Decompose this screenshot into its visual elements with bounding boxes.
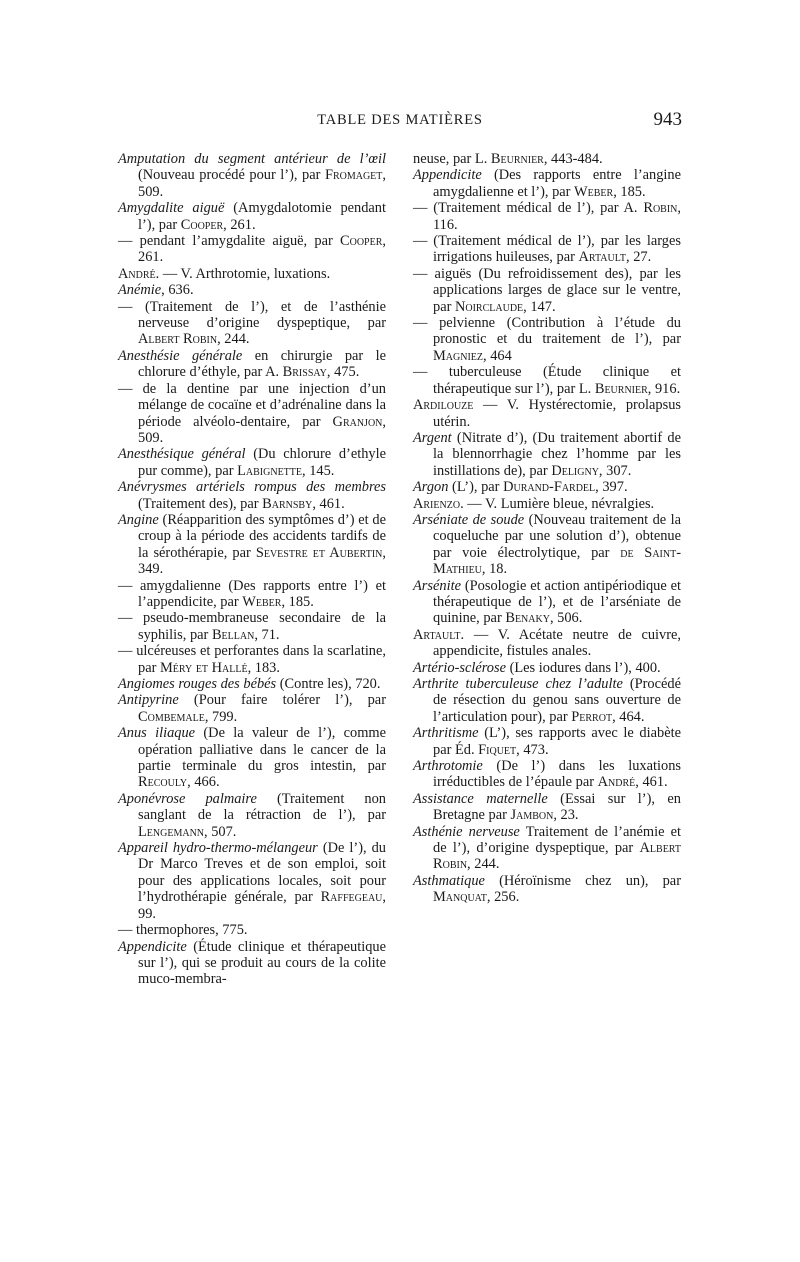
entry-text: (Posologie et action antipériodique et thérapeutique de l’), et de l’arséniate de quinine, par	[433, 577, 681, 627]
index-entry	[413, 578, 681, 627]
entry-text: (Nouveau traitement de la coqueluche par une solution d’), obtenue par voie électrolytique, par	[433, 511, 681, 561]
entry-reference: , 261.	[138, 233, 386, 266]
entry-author: Recouly	[138, 774, 188, 791]
entry-heading: Anesthésie générale	[118, 347, 243, 364]
index-entry	[118, 282, 386, 298]
entry-author: Perrot	[571, 708, 613, 725]
index-entry	[413, 364, 681, 397]
entry-author: Artault	[578, 249, 626, 266]
entry-reference: . — V. Lumière bleue, névralgies.	[460, 495, 655, 512]
entry-text: Traitement de l’anémie et de l’), d’origine dyspeptique, par	[433, 823, 681, 857]
entry-text: — pseudo-membraneuse secondaire de la syphilis, par	[118, 610, 386, 643]
entry-author: Bellan	[211, 626, 255, 643]
index-entry	[413, 200, 681, 233]
entry-text: (Traitement non sanglant de la rétraction de l’), par	[138, 790, 386, 824]
entry-text: (Nouveau procédé pour l’), par	[138, 167, 325, 184]
entry-reference: , 916.	[647, 380, 681, 397]
entry-heading: Appendicite	[118, 938, 187, 955]
entry-reference: , 23.	[553, 807, 579, 824]
entry-reference: , 507.	[204, 823, 237, 840]
entry-text: (Réapparition des symptômes d’) et de croup à la période des accidents tardifs de la sérothérapie, par	[138, 511, 386, 561]
index-entry	[118, 791, 386, 840]
entry-author: Albert Robin	[138, 331, 218, 348]
entry-text: — pelvienne (Contribution à l’étude du pronostic et du traitement de l’), par	[413, 315, 681, 348]
index-entry	[413, 791, 681, 824]
index-entry	[413, 397, 681, 430]
entry-reference: . — V. Acétate neutre de cuivre, appendicite, fistules anales.	[433, 626, 681, 660]
entry-heading: Arthritisme	[413, 725, 479, 742]
entry-author: Beurnier	[594, 380, 648, 397]
entry-reference: , 799.	[204, 708, 238, 725]
entry-author: Robin	[643, 200, 678, 217]
index-entry	[118, 512, 386, 578]
entry-heading: Amygdalite aiguë	[118, 200, 225, 217]
running-title: TABLE DES MATIÈRES	[317, 112, 483, 128]
entry-text: (Essai sur l’), en Bretagne par	[433, 790, 681, 824]
entry-author: Cooper	[180, 216, 224, 233]
entry-author: Sevestre et Aubertin	[255, 544, 383, 561]
entry-text: (Nitrate d’), (Du traitement abortif de la blennorrhagie chez l’homme par les instillations de), par	[433, 429, 681, 479]
index-entry	[413, 824, 681, 873]
entry-heading: Arséniate de soude	[413, 511, 525, 528]
entry-author: Manquat	[433, 889, 487, 906]
entry-heading: Argon	[413, 479, 449, 496]
index-entry	[118, 643, 386, 676]
entry-heading: Aponévrose palmaire	[118, 790, 257, 807]
entry-heading: Anesthésique général	[118, 446, 246, 463]
entry-text: — amygdalienne (Des rapports entre l’) et l’appendicite, par	[118, 577, 386, 610]
entry-author: Lengemann	[138, 823, 205, 840]
entry-text: — (Traitement médical de l’), par les larges irrigations huileuses, par	[413, 233, 681, 266]
entry-text: (Traitement des), par	[138, 495, 263, 512]
entry-reference: , 185.	[613, 183, 646, 200]
entry-author: Magniez	[433, 347, 484, 364]
entry-text: , 636.	[161, 282, 194, 299]
entry-reference: , 147.	[523, 298, 556, 315]
entry-reference: , 256.	[486, 889, 520, 906]
index-entry	[118, 692, 386, 725]
entry-reference: , 349.	[138, 544, 386, 578]
entry-author: Weber	[242, 593, 282, 610]
entry-author: Jambon	[510, 807, 554, 824]
entry-author: Raffegeau	[320, 889, 383, 906]
index-entry	[118, 578, 386, 611]
entry-text: (Amygdalotomie pendant l’), par	[138, 200, 386, 233]
entry-text: en chirurgie par le chlorure d’éthyle, par A.	[138, 347, 387, 381]
entry-reference: , 464	[483, 347, 512, 364]
index-entry	[118, 922, 386, 938]
entry-text: — de la dentine par une injection d’un mélange de cocaïne et d’adrénaline dans la période alvéolo-dentaire, par	[118, 380, 386, 430]
index-entry	[118, 151, 386, 200]
entry-heading: Amputation du segment antérieur de l’œil	[118, 151, 386, 167]
page-number: 943	[653, 109, 682, 130]
index-entry	[413, 676, 681, 725]
entry-author: Ardilouze	[413, 397, 474, 414]
entry-text: (De la valeur de l’), comme opération palliative dans le cancer de la partie terminale du gros intestin, par	[138, 725, 386, 775]
index-entry	[413, 167, 681, 200]
entry-text: (De l’) dans les luxations irréductibles de l’épaule par	[433, 758, 681, 791]
entry-heading: Angiomes rouges des bébés	[118, 676, 277, 692]
index-entry	[413, 430, 681, 479]
entry-author: Fiquet	[478, 741, 517, 758]
entry-reference: , 509.	[138, 413, 386, 446]
entry-text: (Les iodures dans l’), 400.	[505, 659, 661, 676]
entry-reference: — V. Hystérectomie, prolapsus utérin.	[433, 397, 681, 430]
entry-text: (Étude clinique et thérapeutique sur l’), qui se produit au cours de la colite muco-membra-	[138, 938, 386, 988]
entry-text: (Héroïnisme chez un), par	[484, 872, 681, 889]
index-entry	[118, 299, 386, 348]
entry-heading: Arthrotomie	[413, 758, 483, 775]
index-entry	[413, 496, 681, 512]
entry-text: — pendant l’amygdalite aiguë, par	[118, 233, 340, 250]
entry-text: (L’), par	[448, 479, 504, 496]
entry-author: Arienzo	[413, 495, 461, 512]
entry-text: (Du chlorure d’ethyle pur comme), par	[138, 446, 386, 479]
entry-heading: Argent	[413, 429, 452, 446]
index-entry	[413, 512, 681, 578]
entry-heading: Appareil hydro-thermo-mélangeur	[118, 840, 318, 857]
entry-reference: , 461.	[635, 774, 668, 791]
index-entry	[118, 381, 386, 447]
entry-reference: , 145.	[302, 462, 335, 479]
index-entry	[118, 725, 386, 791]
entry-author: Durand-Fardel	[503, 479, 596, 496]
entry-reference: , 473.	[516, 741, 549, 758]
entry-author: Combemale	[138, 708, 205, 725]
entry-reference: , 397.	[595, 479, 628, 496]
index-entry	[118, 266, 386, 282]
index-entry	[413, 758, 681, 791]
entry-text: (Procédé de résection du genou sans ouverture de l’articulation pour), par	[433, 676, 681, 725]
entry-author: Granjon	[332, 413, 383, 430]
entry-author: Barnsby	[262, 495, 313, 512]
entry-reference: , 443-484.	[543, 151, 603, 167]
index-entry	[118, 610, 386, 643]
entry-reference: , 18.	[481, 561, 508, 578]
entry-text: — (Traitement de l’), et de l’asthénie nerveuse d’origine dyspeptique, par	[118, 298, 386, 332]
entry-heading: Assistance maternelle	[413, 790, 548, 807]
index-entry	[413, 479, 681, 495]
index-column-right	[413, 151, 681, 906]
entry-author: Méry et Hallé	[159, 659, 248, 676]
entry-heading: Arthrite tuberculeuse chez l’adulte	[413, 676, 623, 692]
index-entry	[118, 939, 386, 988]
entry-text: — thermophores, 775.	[118, 922, 248, 939]
entry-heading: Angine	[118, 511, 159, 528]
entry-heading: Anémie	[118, 282, 162, 299]
index-entry	[118, 676, 386, 692]
index-entry	[118, 200, 386, 233]
entry-reference: , 244.	[217, 331, 250, 348]
index-entry	[413, 151, 681, 167]
entry-heading: Asthénie nerveuse	[413, 823, 520, 840]
entry-reference: , 183.	[247, 659, 280, 676]
entry-heading: Arsénite	[413, 577, 461, 594]
entry-heading: Appendicite	[413, 167, 482, 184]
entry-text: — tuberculeuse (Étude clinique et thérapeutique sur l’), par L.	[413, 364, 681, 397]
index-entry	[118, 479, 386, 512]
entry-text: — ulcéreuses et perforantes dans la scarlatine, par	[118, 643, 386, 676]
entry-reference: , 71.	[254, 626, 280, 643]
entry-author: de Saint-Mathieu	[433, 544, 681, 578]
entry-reference: , 475.	[326, 364, 360, 381]
entry-text: neuse, par L.	[413, 151, 491, 167]
entry-author: Fromaget	[324, 167, 383, 184]
entry-author: Noirclaude	[454, 298, 524, 315]
entry-reference: , 185.	[281, 593, 314, 610]
entry-heading: Anus iliaque	[118, 725, 196, 742]
entry-reference: , 464.	[612, 708, 645, 725]
index-entry	[118, 233, 386, 266]
entry-text: (Contre les), 720.	[276, 676, 381, 692]
entry-heading: Anévrysmes artériels rompus des membres	[118, 479, 386, 496]
entry-heading: Antipyrine	[118, 692, 179, 709]
index-entry	[118, 840, 386, 922]
index-entry	[413, 233, 681, 266]
index-entry	[118, 446, 386, 479]
entry-reference: . — V. Arthrotomie, luxations.	[155, 265, 331, 282]
index-entry	[118, 348, 386, 381]
entry-author: André	[597, 774, 636, 791]
entry-text: (L’), ses rapports avec le diabète par Éd.	[433, 725, 681, 758]
entry-reference: , 244.	[467, 856, 500, 873]
entry-text: (Pour faire tolérer l’), par	[178, 692, 386, 709]
entry-reference: , 307.	[598, 462, 632, 479]
index-column-left	[118, 151, 386, 988]
index-entry	[413, 266, 681, 315]
entry-reference: , 261.	[223, 216, 256, 233]
entry-reference: , 116.	[433, 200, 681, 233]
entry-author: Artault	[413, 626, 461, 643]
entry-author: Beurnier	[490, 151, 544, 167]
index-entry	[413, 873, 681, 906]
entry-author: André	[118, 265, 156, 282]
index-entry	[413, 725, 681, 758]
entry-reference: , 27.	[626, 249, 652, 266]
entry-reference: , 461.	[312, 495, 345, 512]
index-entry	[413, 315, 681, 364]
entry-author: Benaky	[505, 610, 550, 627]
entry-text: (Des rapports entre l’angine amygdalienne et l’), par	[433, 167, 681, 200]
running-head	[118, 109, 682, 136]
entry-heading: Asthmatique	[413, 872, 485, 889]
entry-heading: Artério-sclérose	[413, 659, 506, 676]
entry-author: Albert Robin	[433, 840, 681, 873]
entry-author: Labignette	[237, 462, 302, 479]
entry-reference: , 99.	[138, 889, 386, 922]
entry-text: (De l’), du Dr Marco Treves et de son emploi, soit pour des applications locales, soit pour l’hydrothérapie générale, par	[138, 840, 386, 906]
entry-author: Brissay	[282, 364, 327, 381]
entry-author: Cooper	[340, 233, 383, 250]
entry-reference: , 466.	[187, 774, 220, 791]
entry-text: — (Traitement médical de l’), par A.	[413, 200, 644, 217]
index-entry	[413, 660, 681, 676]
entry-reference: , 509.	[138, 167, 386, 200]
entry-reference: , 506.	[549, 610, 583, 627]
entry-text: — aiguës (Du refroidissement des), par les applications larges de glace sur le ventre, par	[413, 265, 681, 315]
entry-author: Weber	[574, 183, 614, 200]
index-entry	[413, 627, 681, 660]
entry-author: Deligny	[551, 462, 599, 479]
